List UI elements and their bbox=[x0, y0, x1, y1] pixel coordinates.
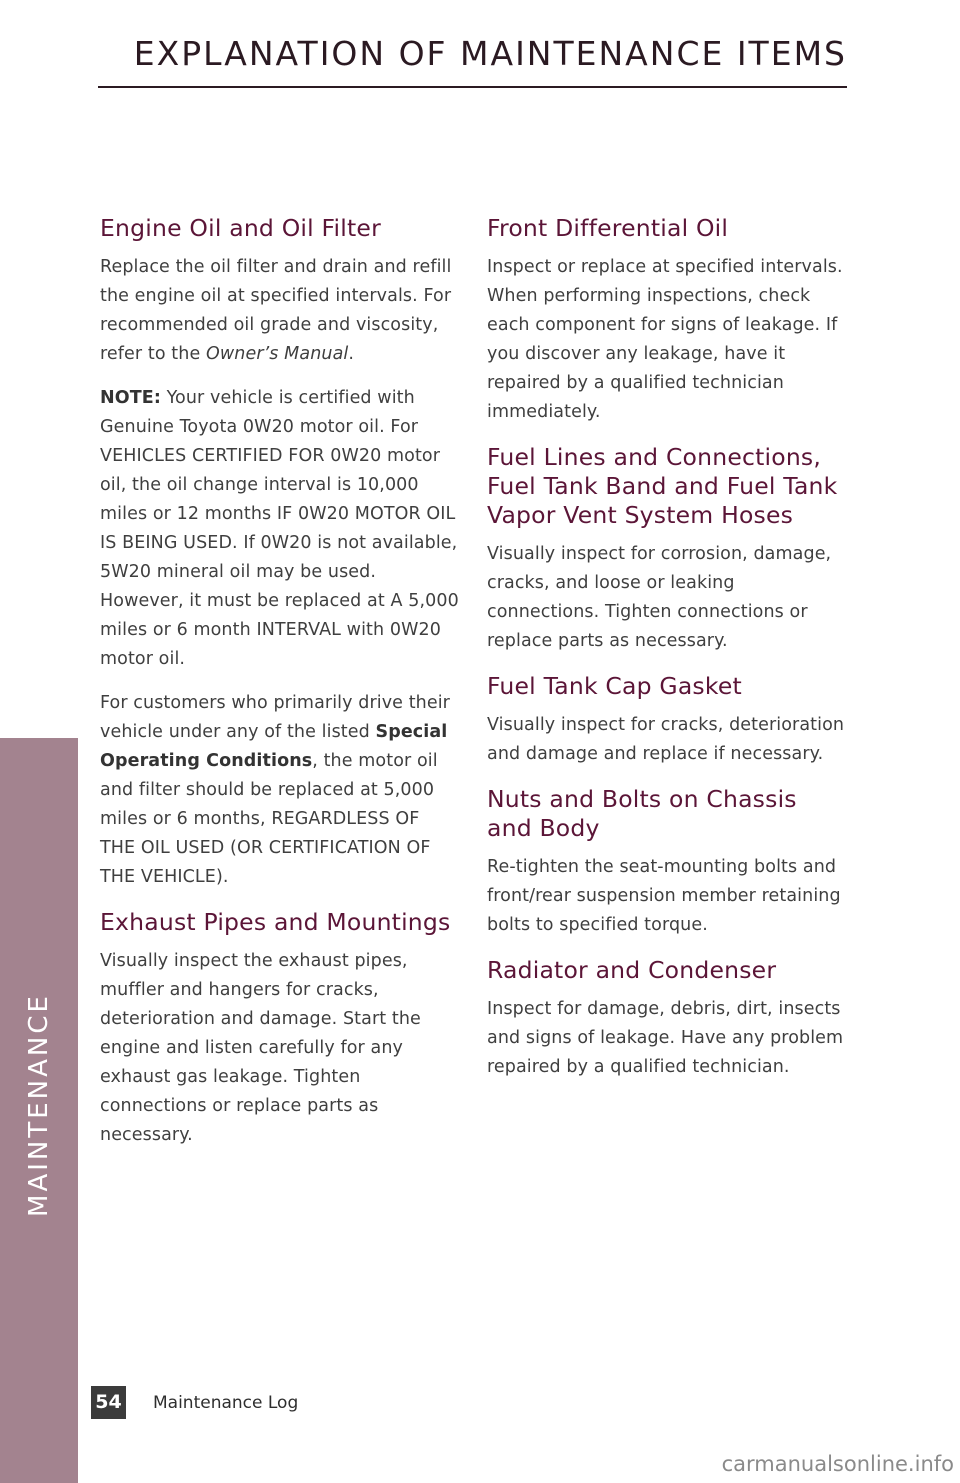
special-conditions-paragraph bbox=[100, 689, 460, 892]
special-conditions-text: For customers who primarily drive their vehicle under any of the listed bbox=[100, 693, 450, 742]
engine-oil-text-end: . bbox=[348, 344, 355, 364]
watermark: carmanualsonline.info bbox=[721, 1452, 954, 1476]
header-divider bbox=[98, 86, 847, 88]
special-conditions-text-end: , the motor oil and filter should be replaced at 5,000 miles or 6 months, REGARDLESS OF THE OIL USED (OR CERTIFICATION OF THE VEHICLE). bbox=[100, 751, 438, 887]
nuts-bolts-text: Re-tighten the seat-mounting bolts and front/rear suspension member retaining bolts to specified torque. bbox=[487, 857, 841, 935]
note-text: Your vehicle is certified with Genuine Toyota 0W20 motor oil. For VEHICLES CERTIFIED FOR 0W20 motor oil, the oil change interval is 10,000 miles or 12 months IF 0W20 MOTOR OIL IS BEING USED. If 0W20 is not available, 5W20 mineral oil may be used. However, it must be replaced at A 5,000 miles or 6 month INTERVAL with 0W20 motor oil. bbox=[100, 388, 459, 669]
section-engine-oil bbox=[100, 214, 460, 892]
section-title-front-differential: Front Differential Oil bbox=[487, 214, 729, 242]
radiator-text: Inspect for damage, debris, dirt, insects and signs of leakage. Have any problem repaired by a qualified technician. bbox=[487, 999, 844, 1077]
left-column bbox=[100, 214, 460, 1166]
section-nuts-bolts bbox=[487, 785, 847, 940]
section-title-exhaust: Exhaust Pipes and Mountings bbox=[100, 908, 451, 936]
section-title-radiator: Radiator and Condenser bbox=[487, 956, 777, 984]
note-label: NOTE: bbox=[100, 388, 161, 408]
right-column bbox=[487, 214, 847, 1098]
section-front-differential bbox=[487, 214, 847, 427]
section-title-fuel-lines: Fuel Lines and Connections, Fuel Tank Band and Fuel Tank Vapor Vent System Hoses bbox=[487, 443, 838, 529]
section-radiator bbox=[487, 956, 847, 1082]
engine-oil-note bbox=[100, 384, 460, 674]
engine-oil-text: Replace the oil filter and drain and refill the engine oil at specified intervals. For recommended oil grade and viscosity, refer to the bbox=[100, 257, 452, 364]
footer-label: Maintenance Log bbox=[153, 1393, 299, 1413]
section-fuel-cap bbox=[487, 672, 847, 769]
owners-manual-reference: Owner’s Manual bbox=[205, 344, 349, 364]
section-title-nuts-bolts: Nuts and Bolts on Chassis and Body bbox=[487, 785, 797, 842]
front-differential-text: Inspect or replace at specified intervals. When performing inspections, check each component for signs of leakage. If you discover any leakage, have it repaired by a qualified technician immediately. bbox=[487, 257, 843, 422]
section-title-engine-oil: Engine Oil and Oil Filter bbox=[100, 214, 381, 242]
section-exhaust bbox=[100, 908, 460, 1150]
special-conditions-link: Special Operating Conditions bbox=[100, 722, 448, 771]
engine-oil-paragraph bbox=[100, 253, 460, 369]
page-number-badge: 54 bbox=[91, 1386, 126, 1419]
section-fuel-lines bbox=[487, 443, 847, 656]
side-tab-label: MAINTENANCE bbox=[24, 993, 54, 1217]
fuel-lines-text: Visually inspect for corrosion, damage, cracks, and loose or leaking connections. Tighten connections or replace parts as necessary. bbox=[487, 544, 832, 651]
section-title-fuel-cap: Fuel Tank Cap Gasket bbox=[487, 672, 742, 700]
exhaust-text: Visually inspect the exhaust pipes, muffler and hangers for cracks, deterioration and damage. Start the engine and listen carefully for any exhaust gas leakage. Tighten connections or replace parts as necessary. bbox=[100, 951, 421, 1145]
fuel-cap-text: Visually inspect for cracks, deterioration and damage and replace if necessary. bbox=[487, 715, 845, 764]
page-header-title: EXPLANATION OF MAINTENANCE ITEMS bbox=[133, 34, 847, 73]
